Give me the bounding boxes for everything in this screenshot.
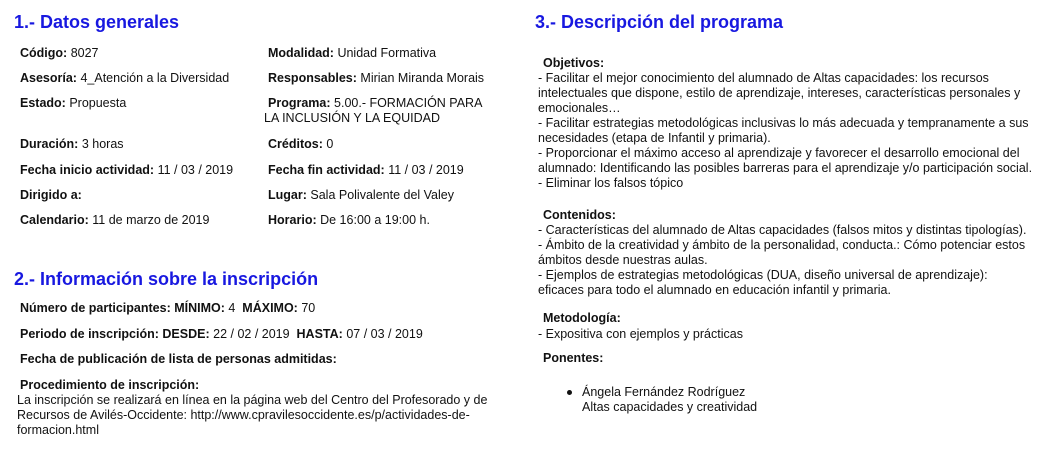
field-procedimiento-label: Procedimiento de inscripción: (20, 378, 200, 392)
field-calendario: Calendario: 11 de marzo de 2019 (20, 213, 210, 227)
objetivos-text: - Facilitar el mejor conocimiento del alumnado de Altas capacidades: los recursos intelectuales que dispone, estilo de aprendizaje, intereses, características personales y emocionales… - Facilitar estrategias metodológicas inclusivas lo más adecuada y tempranamente a sus necesidades (etapa de Infantil y primaria). - Proporcionar el máximo acceso al aprendizaje y favorecer el desarrollo emocional del alumnado: Identificando las posibles barreras para el aprendizaje y/o participación social. - Eliminar los falsos tópico (538, 71, 1033, 190)
ponente-list-item (568, 385, 757, 415)
field-fecha-inicio: Fecha inicio actividad: 11 / 03 / 2019 (20, 163, 234, 177)
field-participantes: Número de participantes: MÍNIMO: 4 MÁXIMO: 70 (20, 301, 316, 315)
field-lugar: Lugar: Sala Polivalente del Valey (268, 188, 454, 202)
field-fecha-fin: Fecha fin actividad: 11 / 03 / 2019 (268, 163, 464, 177)
section-title-descripcion: 3.- Descripción del programa (535, 12, 784, 32)
section-title-inscripcion: 2.- Información sobre la inscripción (14, 269, 319, 289)
metodologia-text: - Expositiva con ejemplos y prácticas (538, 327, 743, 341)
field-creditos: Créditos: 0 (268, 137, 334, 151)
field-asesoria: Asesoría: 4_Atención a la Diversidad (20, 71, 230, 85)
field-codigo: Código: 8027 (20, 46, 99, 60)
contenidos-text: - Características del alumnado de Altas capacidades (falsos mitos y distintas tipologías). - Ámbito de la creatividad y ámbito de la personalidad, conducta.: Cómo potenciar estos ámbitos desde nuestras aulas. - Ejemplos de estrategias metodológicas (DUA, diseño universal de aprendizaje): eficaces para todo el alumnado en educación infantil y primaria. (538, 223, 1027, 297)
field-programa-cont: LA INCLUSIÓN Y LA EQUIDAD (264, 111, 440, 125)
field-dirigido: Dirigido a: (20, 188, 82, 202)
section-title-datos-generales: 1.- Datos generales (14, 12, 180, 32)
objetivos-label: Objetivos: (543, 56, 605, 70)
field-modalidad: Modalidad: Unidad Formativa (268, 46, 437, 60)
procedimiento-text: La inscripción se realizará en línea en la página web del Centro del Profesorado y de Recursos de Avilés-Occidente: http://www.cpravilesoccidente.es/p/actividades-de- formacion.html (17, 393, 488, 437)
field-horario: Horario: De 16:00 a 19:00 h. (268, 213, 430, 227)
field-responsables: Responsables: Mirian Miranda Morais (268, 71, 485, 85)
contenidos-label: Contenidos: (543, 208, 616, 222)
ponentes-label: Ponentes: (543, 351, 604, 365)
bullet-icon (567, 390, 572, 395)
ponente-topic: Altas capacidades y creatividad (582, 400, 758, 414)
field-duracion: Duración: 3 horas (20, 137, 124, 151)
field-estado: Estado: Propuesta (20, 96, 127, 110)
field-publicacion: Fecha de publicación de lista de personas admitidas: (20, 352, 337, 366)
field-programa: Programa: 5.00.- FORMACIÓN PARA (268, 96, 483, 110)
field-periodo: Periodo de inscripción: DESDE: 22 / 02 / 2019 HASTA: 07 / 03 / 2019 (20, 327, 423, 341)
ponente-name: Ángela Fernández Rodríguez (582, 385, 746, 399)
metodologia-label: Metodología: (543, 311, 621, 325)
